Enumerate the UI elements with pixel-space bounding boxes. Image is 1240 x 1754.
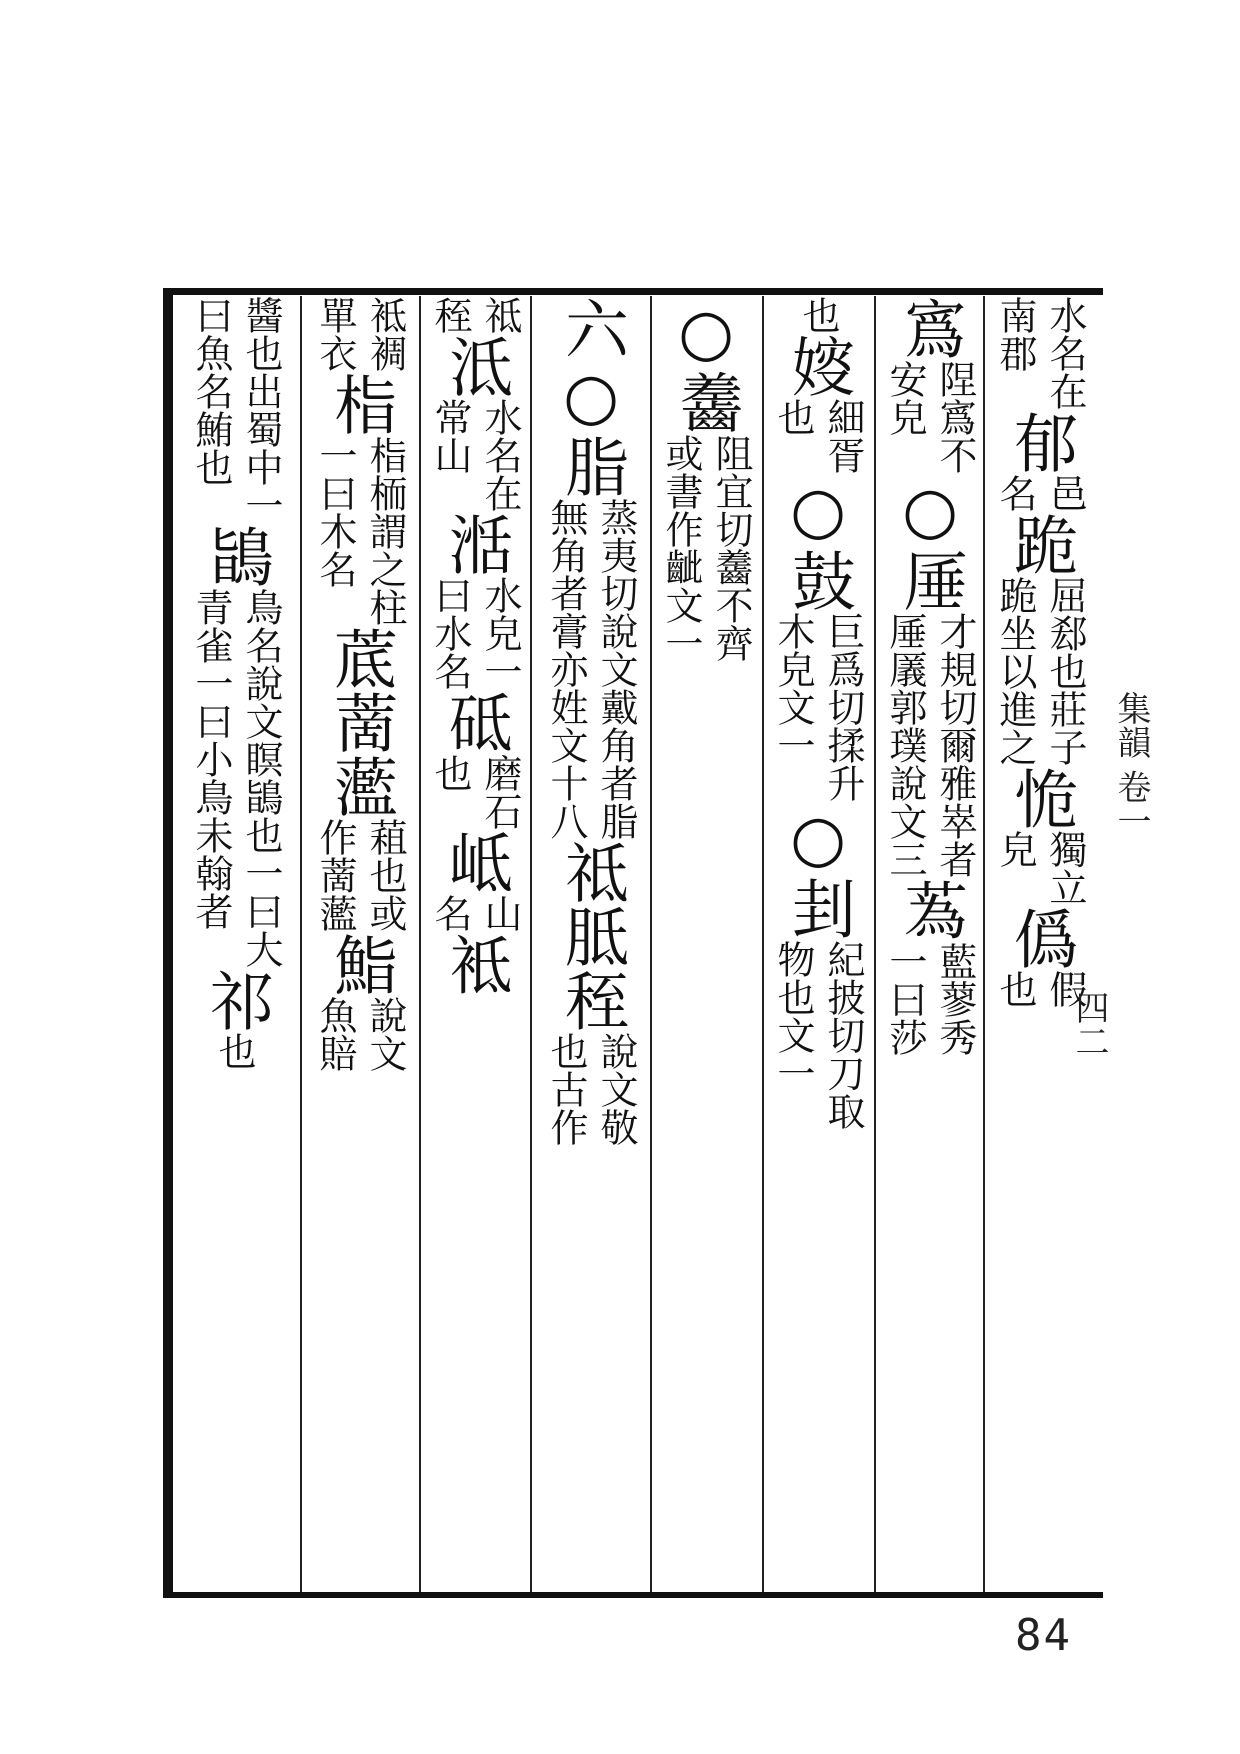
- annotation-line: 紀披切刀取: [821, 940, 865, 1130]
- annotation-line: 也: [428, 754, 472, 792]
- annotation-line: 也: [993, 970, 1037, 1008]
- headword: 鼓: [781, 548, 855, 612]
- annotation: [427, 576, 523, 690]
- annotation: [312, 996, 408, 1072]
- annotation: [882, 942, 978, 1056]
- annotation-line: 說文: [363, 996, 407, 1072]
- annotation-line: 巨爲切揉升: [821, 612, 865, 802]
- headword: 砥: [438, 690, 512, 754]
- annotation-line: 蒩也或: [363, 818, 407, 932]
- annotation-line: 青雀一曰小鳥未翰者: [189, 588, 233, 930]
- annotation: [992, 296, 1088, 410]
- annotation-line: 袛裯: [363, 296, 407, 372]
- headword: 齹: [669, 370, 743, 434]
- column-rule: [983, 296, 985, 1592]
- annotation-line: 陧寪不: [933, 360, 977, 474]
- annotation-line: 藍蓼秀: [933, 942, 977, 1056]
- annotation-line: 栺栭謂之柱: [363, 436, 407, 626]
- headword: 菧: [323, 626, 397, 690]
- headword: 蘫: [323, 754, 397, 818]
- text-column-4: [656, 296, 756, 1592]
- annotation: [992, 830, 1088, 906]
- annotation-line: 皃: [993, 830, 1037, 868]
- annotation-line: 說文敬: [594, 1032, 638, 1146]
- circle-mark: ○: [781, 802, 855, 876]
- annotation: [427, 754, 523, 830]
- headword: 湉: [438, 512, 512, 576]
- annotation-line: 一曰莎: [883, 942, 927, 1056]
- headword: 刲: [781, 876, 855, 940]
- annotation-line: 單衣: [313, 296, 357, 372]
- annotation-line: 無角者膏亦姓文十八: [544, 498, 588, 840]
- annotation: [543, 498, 639, 840]
- annotation-line: 也: [212, 1032, 256, 1070]
- annotation: [795, 296, 841, 334]
- annotation: [882, 360, 978, 474]
- annotation: [882, 612, 978, 878]
- annotation-line: 醬也出蜀中一: [239, 296, 283, 524]
- headword: 六: [554, 296, 628, 360]
- headword: 胝: [554, 904, 628, 968]
- annotation-line: 磨石: [478, 754, 522, 830]
- annotation-line: 常山: [428, 398, 472, 474]
- column-rule: [762, 296, 764, 1592]
- circle-mark: ○: [554, 360, 628, 434]
- annotation-line: 山: [478, 894, 522, 932]
- circle-mark: ○: [781, 474, 855, 548]
- annotation-line: 南郡: [993, 296, 1037, 372]
- annotation-line: 水皃一: [478, 576, 522, 690]
- annotation-line: 名: [428, 894, 472, 932]
- text-column-2: [880, 296, 980, 1592]
- annotation: [543, 1032, 639, 1146]
- headword: 蒍: [893, 878, 967, 942]
- annotation-line: 才規切爾雅崒者: [933, 612, 977, 878]
- annotation: [312, 296, 408, 372]
- headword: 跪: [1003, 512, 1077, 576]
- headword: 厜: [893, 548, 967, 612]
- column-rule: [300, 296, 302, 1592]
- annotation-line: 水名在: [478, 398, 522, 512]
- annotation-line: 物也文一: [771, 940, 815, 1092]
- circle-mark: ○: [893, 474, 967, 548]
- annotation: [992, 576, 1088, 766]
- headword: 祗: [554, 840, 628, 904]
- annotation-line: 屈郄也莊子: [1043, 576, 1087, 766]
- annotation-line: 跪坐以進之: [993, 576, 1037, 766]
- headword: 脂: [554, 434, 628, 498]
- annotation-line: 水名在: [1043, 296, 1087, 410]
- annotation: [770, 398, 866, 474]
- headword: 栺: [323, 372, 397, 436]
- annotation: [992, 474, 1088, 512]
- margin-label: [1069, 470, 1152, 1058]
- headword: 㛮: [781, 334, 855, 398]
- headword: 恑: [1003, 766, 1077, 830]
- text-column-1: [990, 296, 1090, 1592]
- annotation: [427, 296, 523, 334]
- annotation-line: 或書作齜文一: [659, 434, 703, 662]
- annotation-line: 細胥: [821, 398, 865, 474]
- annotation-line: 邑: [1043, 474, 1087, 512]
- annotation: [312, 436, 408, 626]
- annotation-line: 鳥名說文瞑鴲也一曰大: [239, 588, 283, 968]
- annotation-line: 曰魚名鮪也: [189, 296, 233, 486]
- annotation-line: 蒸夷切說文戴角者脂: [594, 498, 638, 840]
- headword: 僞: [1003, 906, 1077, 970]
- annotation-line: 獨立: [1043, 830, 1087, 906]
- annotation: [188, 588, 284, 968]
- text-column-3: [768, 296, 868, 1592]
- text-column-8: [180, 296, 292, 1592]
- column-rule: [530, 296, 532, 1592]
- annotation-line: 名: [993, 474, 1037, 512]
- column-rule: [650, 296, 652, 1592]
- annotation: [312, 818, 408, 932]
- headword: 郁: [1003, 410, 1077, 474]
- annotation: [770, 612, 866, 802]
- headword: 祁: [199, 968, 273, 1032]
- text-column-7: [306, 296, 414, 1592]
- annotation-line: 安皃: [883, 360, 927, 436]
- annotation: [658, 434, 754, 662]
- headword: 岻: [438, 830, 512, 894]
- annotation-line: 祗: [478, 296, 522, 334]
- column-rule: [874, 296, 876, 1592]
- annotation: [770, 940, 866, 1130]
- column-rule: [419, 296, 421, 1592]
- annotation-line: 作蔐蘫: [313, 818, 357, 932]
- headword: 鮨: [323, 932, 397, 996]
- headword: 袛: [438, 932, 512, 996]
- circle-mark: ○: [669, 296, 743, 370]
- headword: 鴲: [199, 524, 273, 588]
- text-column-6: [425, 296, 525, 1592]
- leaf-number: 四二: [1069, 990, 1109, 1058]
- book-title: 集韻 卷一: [1111, 690, 1151, 838]
- annotation-line: 曰水名: [428, 576, 472, 690]
- text-column-5: [537, 296, 645, 1592]
- annotation-line: 也古作: [544, 1032, 588, 1146]
- annotation: [188, 296, 284, 524]
- annotation-line: 木皃文一: [771, 612, 815, 764]
- annotation-line: 假: [1043, 970, 1087, 1008]
- annotation: [427, 894, 523, 932]
- headword: 蔐: [323, 690, 397, 754]
- annotation-line: 阻宜切齹不齊: [709, 434, 753, 662]
- annotation: [427, 398, 523, 512]
- annotation-line: 也: [771, 398, 815, 436]
- annotation: [211, 1032, 261, 1070]
- annotation-line: 魚賠: [313, 996, 357, 1072]
- annotation-line: 一曰木名: [313, 436, 357, 588]
- annotation-line: 秷: [428, 296, 472, 334]
- headword: 泜: [438, 334, 512, 398]
- annotation-line: 厜㕒郭璞說文三: [883, 612, 927, 878]
- headword: 秷: [554, 968, 628, 1032]
- page-number: 84: [1015, 1610, 1072, 1661]
- annotation-line: 也: [796, 296, 840, 334]
- headword: 寪: [893, 296, 967, 360]
